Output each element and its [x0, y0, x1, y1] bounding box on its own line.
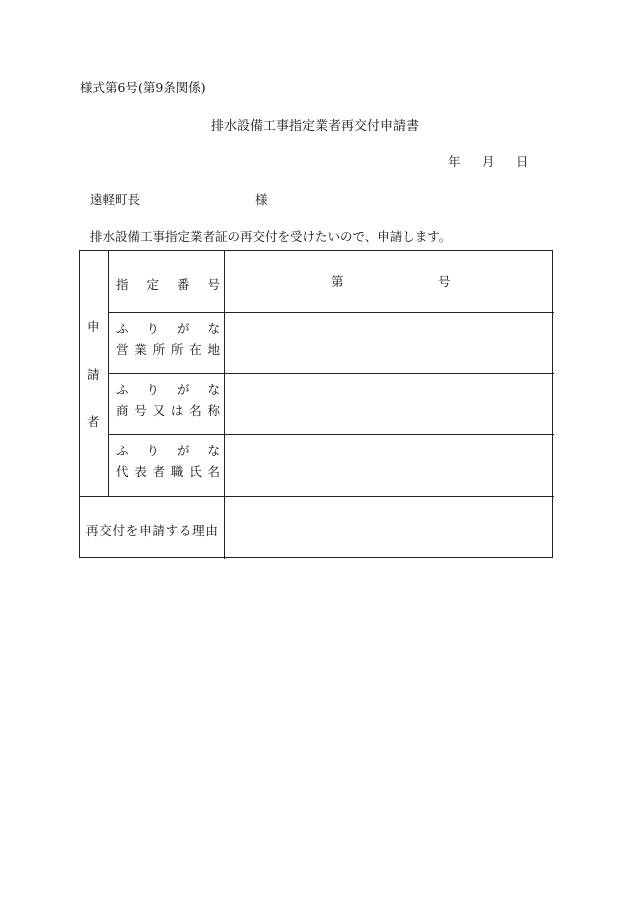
office-location-label: 営 業 所 所 在 地 — [116, 342, 220, 357]
designation-number-field[interactable] — [225, 251, 553, 312]
addressee-name: 遠軽町長 — [90, 192, 141, 207]
application-table — [79, 250, 553, 558]
form-number: 様式第6号(第9条関係) — [80, 80, 206, 95]
applicant-char: 請 — [87, 367, 100, 382]
document-title: 排水設備工事指定業者再交付申請書 — [210, 119, 419, 134]
trade-name-field[interactable] — [225, 374, 553, 434]
intro-text: 排水設備工事指定業者証の再交付を受けたいので、申請します。 — [90, 229, 452, 244]
reason-label: 再 交 付 を 申 請 す る 理 由 — [86, 523, 218, 538]
addressee-honorific: 様 — [255, 192, 268, 207]
office-location-field[interactable] — [225, 313, 553, 373]
trade-name-label: 商 号 又 は 名 称 — [116, 403, 220, 418]
designation-number-label: 指 定 番 号 — [116, 277, 220, 292]
representative-field[interactable] — [225, 435, 553, 496]
applicant-char: 申 — [87, 319, 100, 334]
designation-number-suffix: 号 — [438, 274, 451, 289]
representative-label: 代 表 者 職 氏 名 — [116, 464, 220, 479]
applicant-char: 者 — [87, 414, 100, 429]
date-day-label: 日 — [516, 154, 529, 169]
designation-number-prefix: 第 — [331, 274, 344, 289]
trade-name-furigana-label: ふ り が な — [116, 382, 220, 397]
office-furigana-label: ふ り が な — [116, 321, 220, 336]
date-year-label: 年 — [448, 154, 461, 169]
date-month-label: 月 — [482, 154, 495, 169]
reason-field[interactable] — [225, 497, 553, 558]
representative-furigana-label: ふ り が な — [116, 443, 220, 458]
